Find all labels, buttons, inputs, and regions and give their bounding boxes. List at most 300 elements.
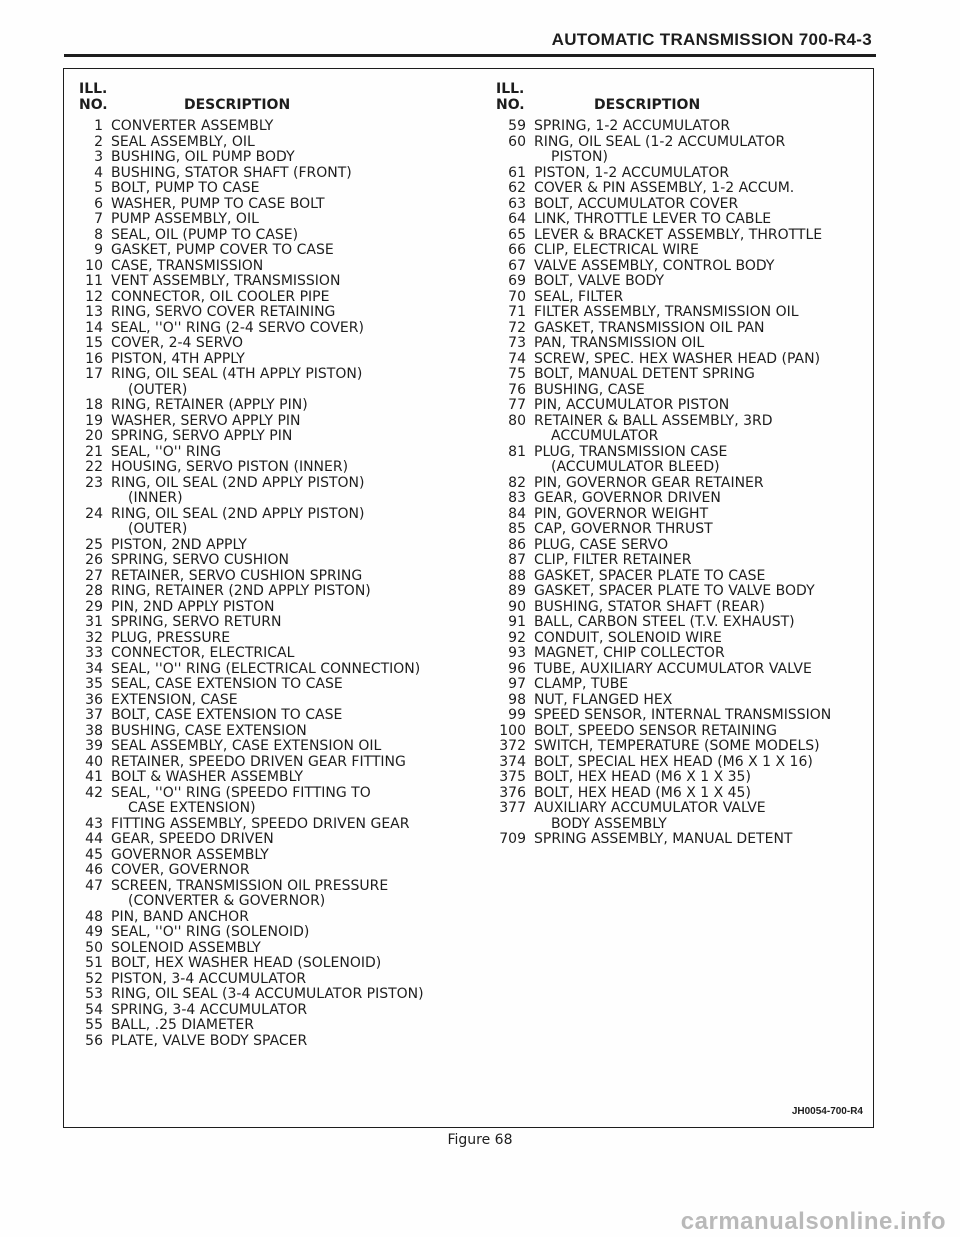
description-line: PISTON, 1-2 ACCUMULATOR [534,164,730,181]
list-item [496,212,874,228]
column-header [79,81,499,115]
item-number: 36 [85,691,103,708]
item-number: 15 [85,335,103,351]
description-continuation: (OUTER) [128,521,188,537]
ill-heading: ILL. [496,81,525,97]
item-number: 53 [85,986,103,1002]
item-description [103,739,381,755]
description-line: BOLT, SPECIAL HEX HEAD (M6 X 1 X 16) [534,753,813,770]
description-line: PLUG, TRANSMISSION CASE [534,443,728,460]
item-description [526,274,664,290]
item-description [103,243,334,259]
list-item [496,755,874,771]
description-line: GEAR, SPEEDO DRIVEN [111,831,274,847]
description-line: BALL, .25 DIAMETER [111,1017,254,1033]
list-item [79,910,499,926]
item-description [526,755,813,771]
description-line: SPRING, 1-2 ACCUMULATOR [534,118,731,134]
item-number: 35 [85,676,103,692]
item-number: 2 [94,133,103,150]
description-line: BUSHING, OIL PUMP BODY [111,149,295,165]
description-line: BOLT, ACCUMULATOR COVER [534,195,739,212]
item-number: 86 [508,536,526,553]
item-number: 28 [85,583,103,599]
description-line: SPRING ASSEMBLY, MANUAL DETENT [534,831,793,847]
description-line: SEAL ASSEMBLY, OIL [111,133,255,150]
description-line: PIN, ACCUMULATOR PISTON [534,397,730,413]
list-item [496,197,874,213]
list-item [496,739,874,755]
description-line: FITTING ASSEMBLY, SPEEDO DRIVEN GEAR [111,815,410,832]
list-item [79,956,499,972]
description-line: CASE, TRANSMISSION [111,257,264,274]
item-description [103,212,259,228]
item-number: 80 [508,412,526,429]
description-line: CONVERTER ASSEMBLY [111,118,274,134]
item-number: 7 [94,211,103,227]
list-item [496,553,874,569]
description-line: PLUG, CASE SERVO [534,536,669,553]
list-item [496,243,874,259]
description-line: RING, OIL SEAL (1-2 ACCUMULATOR [534,133,786,150]
item-number: 92 [508,629,526,646]
list-item [79,662,499,678]
description-line: BOLT, SPEEDO SENSOR RETAINING [534,722,777,739]
list-item [79,584,499,600]
item-description [526,119,730,135]
item-number: 9 [94,242,103,258]
item-description [103,259,263,275]
list-item [79,755,499,771]
item-description [103,600,274,616]
item-description [103,677,343,693]
item-number: 46 [85,862,103,878]
list-item [496,600,874,616]
item-number: 63 [508,195,526,212]
description-line: SEAL, ''O'' RING (SOLENOID) [111,924,310,940]
item-description [526,786,751,802]
item-number: 4 [94,164,103,181]
watermark: carmanualsonline.info [680,1208,946,1235]
item-number: 71 [508,304,526,320]
description-line: SEAL, OIL (PUMP TO CASE) [111,226,299,243]
item-description [526,336,704,352]
item-number: 59 [508,118,526,134]
item-description [526,522,713,538]
item-number: 43 [85,815,103,832]
list-item [496,770,874,786]
item-description [103,290,329,306]
item-number: 20 [85,428,103,444]
item-description [103,367,362,398]
item-number: 26 [85,552,103,568]
item-number: 66 [508,242,526,258]
description-line: BOLT, HEX HEAD (M6 X 1 X 45) [534,784,751,801]
item-number: 29 [85,598,103,615]
item-description [526,243,699,259]
description-line: CONNECTOR, ELECTRICAL [111,645,295,661]
description-line: PIN, 2ND APPLY PISTON [111,598,275,615]
list-item [496,336,874,352]
description-line: SPRING, 3-4 ACCUMULATOR [111,1001,308,1018]
list-item [79,600,499,616]
item-description [526,801,766,832]
list-item [79,646,499,662]
description-heading: DESCRIPTION [594,97,701,113]
item-description [103,445,221,461]
list-item [79,181,499,197]
item-description [103,414,301,430]
item-number: 40 [85,753,103,770]
item-number: 11 [85,273,103,289]
list-item [79,445,499,461]
description-line: EXTENSION, CASE [111,691,238,708]
item-number: 372 [499,738,526,754]
description-line: RETAINER, SERVO CUSHION SPRING [111,567,363,584]
list-item [496,538,874,554]
item-number: 8 [94,226,103,243]
description-continuation: (CONVERTER & GOVERNOR) [128,893,326,909]
item-description [103,460,348,476]
list-item [79,569,499,585]
list-item [79,553,499,569]
description-line: PAN, TRANSMISSION OIL [534,335,705,351]
description-continuation: (ACCUMULATOR BLEED) [551,459,720,475]
list-item [79,243,499,259]
list-item [496,832,874,848]
description-line: LEVER & BRACKET ASSEMBLY, THROTTLE [534,226,823,243]
item-description [526,584,815,600]
item-number: 13 [85,304,103,320]
item-description [526,414,773,445]
description-continuation: CASE EXTENSION) [128,800,256,816]
description-line: BOLT & WASHER ASSEMBLY [111,769,304,785]
item-description [526,739,820,755]
list-item [79,693,499,709]
item-number: 61 [508,164,526,181]
list-item [79,228,499,244]
item-description [103,708,342,724]
item-number: 12 [85,288,103,305]
description-line: BOLT, VALVE BODY [534,273,665,289]
header-rule [64,54,876,57]
no-heading: NO. [496,97,525,113]
item-description [103,817,409,833]
list-item [79,631,499,647]
description-line: PLATE, VALVE BODY SPACER [111,1032,308,1049]
item-number: 17 [85,366,103,382]
list-item [496,584,874,600]
item-number: 75 [508,366,526,382]
list-item [496,367,874,383]
item-description [103,1018,254,1034]
description-line: BUSHING, CASE EXTENSION [111,722,307,739]
item-description [103,848,269,864]
description-line: BUSHING, CASE [534,381,645,398]
item-description [103,770,303,786]
description-line: HOUSING, SERVO PISTON (INNER) [111,459,349,475]
list-item [79,429,499,445]
description-line: CAP, GOVERNOR THRUST [534,521,713,537]
left-column [79,81,499,1049]
item-description [103,863,250,879]
list-item [496,414,874,445]
item-number: 96 [508,660,526,677]
list-item [79,352,499,368]
description-line: GASKET, PUMP COVER TO CASE [111,242,334,258]
item-number: 64 [508,211,526,227]
item-number: 48 [85,908,103,925]
description-line: GEAR, GOVERNOR DRIVEN [534,490,721,506]
description-line: PISTON, 3-4 ACCUMULATOR [111,970,307,987]
list-item [79,135,499,151]
item-description [103,507,364,538]
item-number: 25 [85,536,103,553]
item-description [103,755,406,771]
list-item [496,693,874,709]
description-continuation: PISTON) [551,149,608,165]
item-description [526,321,765,337]
item-number: 3 [94,149,103,165]
item-number: 14 [85,319,103,336]
list-item [79,150,499,166]
item-number: 39 [85,738,103,754]
item-number: 99 [508,707,526,723]
description-line: RING, OIL SEAL (2ND APPLY PISTON) [111,474,365,491]
figure-code: JH0054-700-R4 [791,1106,863,1117]
list-item [496,708,874,724]
list-item [496,476,874,492]
item-description [103,228,298,244]
list-item [79,786,499,817]
list-item [496,615,874,631]
item-description [103,941,261,957]
description-line: LINK, THROTTLE LEVER TO CABLE [534,211,772,227]
description-line: GOVERNOR ASSEMBLY [111,846,269,863]
item-description [526,197,738,213]
list-item [496,724,874,740]
item-description [526,290,623,306]
list-item [496,677,874,693]
item-number: 709 [499,831,526,847]
list-item [79,1003,499,1019]
item-description [526,832,792,848]
description-line: COVER, 2-4 SERVO [111,335,243,351]
item-number: 82 [508,474,526,491]
item-description [103,662,420,678]
item-number: 37 [85,707,103,723]
description-line: PIN, GOVERNOR WEIGHT [534,505,709,522]
item-number: 62 [508,180,526,196]
item-description [526,259,774,275]
description-line: SCREW, SPEC. HEX WASHER HEAD (PAN) [534,350,821,367]
item-number: 91 [508,614,526,630]
item-description [526,367,755,383]
item-description [103,305,335,321]
item-description [526,770,751,786]
list-item [496,491,874,507]
list-item [496,646,874,662]
list-item [496,662,874,678]
item-description [526,646,725,662]
item-description [526,305,799,321]
description-line: RING, OIL SEAL (4TH APPLY PISTON) [111,366,363,382]
parts-list-left [79,119,499,1049]
description-line: RING, OIL SEAL (2ND APPLY PISTON) [111,505,365,522]
description-line: CONDUIT, SOLENOID WIRE [534,629,722,646]
item-description [103,569,362,585]
list-item [79,708,499,724]
item-number: 376 [499,784,526,801]
list-item [79,677,499,693]
description-line: BOLT, HEX HEAD (M6 X 1 X 35) [534,769,751,785]
description-line: PLUG, PRESSURE [111,629,231,646]
description-line: BOLT, HEX WASHER HEAD (SOLENOID) [111,955,382,971]
item-description [103,584,371,600]
description-line: SEAL, ''O'' RING (2-4 SERVO COVER) [111,319,364,336]
item-description [526,631,722,647]
item-number: 60 [508,133,526,150]
item-description [103,119,273,135]
item-number: 97 [508,676,526,692]
description-line: RING, RETAINER (APPLY PIN) [111,397,308,413]
item-number: 10 [85,257,103,274]
description-line: SEAL ASSEMBLY, CASE EXTENSION OIL [111,738,382,754]
item-description [103,693,238,709]
description-line: PUMP ASSEMBLY, OIL [111,211,259,227]
item-number: 51 [85,955,103,971]
description-line: SEAL, ''O'' RING (SPEEDO FITTING TO [111,784,371,801]
list-item [496,569,874,585]
list-item [79,166,499,182]
list-item [79,817,499,833]
item-number: 375 [499,769,526,785]
item-number: 87 [508,552,526,568]
item-number: 34 [85,660,103,677]
description-line: MAGNET, CHIP COLLECTOR [534,645,725,661]
description-line: BUSHING, STATOR SHAFT (FRONT) [111,164,352,181]
description-line: VENT ASSEMBLY, TRANSMISSION [111,273,341,289]
list-item [79,305,499,321]
item-number: 31 [85,614,103,630]
item-number: 54 [85,1001,103,1018]
item-description [526,352,820,368]
item-number: 49 [85,924,103,940]
list-item [496,631,874,647]
list-item [79,212,499,228]
item-description [103,553,289,569]
item-number: 1 [94,118,103,134]
description-line: GASKET, SPACER PLATE TO CASE [534,567,766,584]
list-item [79,507,499,538]
item-number: 67 [508,257,526,274]
item-description [526,212,771,228]
description-line: BALL, CARBON STEEL (T.V. EXHAUST) [534,614,795,630]
item-number: 69 [508,273,526,289]
description-line: SPRING, SERVO APPLY PIN [111,428,293,444]
item-description [103,910,249,926]
description-line: COVER & PIN ASSEMBLY, 1-2 ACCUM. [534,180,795,196]
item-description [526,181,794,197]
page-header-title: AUTOMATIC TRANSMISSION 700-R4-3 [551,30,872,49]
description-line: BUSHING, STATOR SHAFT (REAR) [534,598,765,615]
item-description [526,693,672,709]
description-line: RING, RETAINER (2ND APPLY PISTON) [111,583,371,599]
item-description [103,538,247,554]
item-number: 89 [508,583,526,599]
description-line: FILTER ASSEMBLY, TRANSMISSION OIL [534,304,799,320]
list-item [79,1018,499,1034]
item-number: 24 [85,505,103,522]
list-item [79,290,499,306]
item-description [526,600,765,616]
item-number: 32 [85,629,103,646]
parts-list-right [496,119,874,848]
item-description [103,786,371,817]
item-number: 98 [508,691,526,708]
description-continuation: ACCUMULATOR [551,428,659,444]
item-number: 73 [508,335,526,351]
list-item [496,274,874,290]
list-item [79,321,499,337]
item-description [103,1034,307,1050]
list-item [79,538,499,554]
list-item [79,414,499,430]
item-description [103,197,325,213]
description-line: SWITCH, TEMPERATURE (SOME MODELS) [534,738,820,754]
item-number: 47 [85,877,103,894]
list-item [79,460,499,476]
figure-caption: Figure 68 [447,1132,513,1148]
description-continuation: (OUTER) [128,381,188,398]
item-description [103,352,245,368]
description-line: BOLT, CASE EXTENSION TO CASE [111,707,343,723]
description-line: PISTON, 4TH APPLY [111,350,245,367]
list-item [79,972,499,988]
no-heading: NO. [79,97,108,113]
list-item [79,398,499,414]
item-description [103,166,352,182]
list-item [79,615,499,631]
item-number: 41 [85,769,103,785]
item-number: 16 [85,350,103,367]
list-item [79,476,499,507]
item-description [526,569,765,585]
item-description [526,553,691,569]
list-item [496,398,874,414]
description-line: WASHER, SERVO APPLY PIN [111,412,301,429]
ill-heading: ILL. [79,81,108,97]
right-column [496,81,874,848]
description-line: PIN, GOVERNOR GEAR RETAINER [534,474,764,491]
description-heading: DESCRIPTION [184,97,291,113]
item-description [526,491,721,507]
list-item [496,383,874,399]
item-number: 81 [508,443,526,460]
description-line: CLAMP, TUBE [534,676,629,692]
item-description [103,631,230,647]
description-line: CLIP, FILTER RETAINER [534,552,692,568]
list-item [496,352,874,368]
parts-legend-panel [63,68,874,1128]
description-line: SEAL, FILTER [534,288,624,305]
list-item [496,135,874,166]
item-number: 6 [94,195,103,212]
item-number: 84 [508,505,526,522]
item-description [103,879,388,910]
item-description [103,956,381,972]
item-number: 377 [499,800,526,816]
